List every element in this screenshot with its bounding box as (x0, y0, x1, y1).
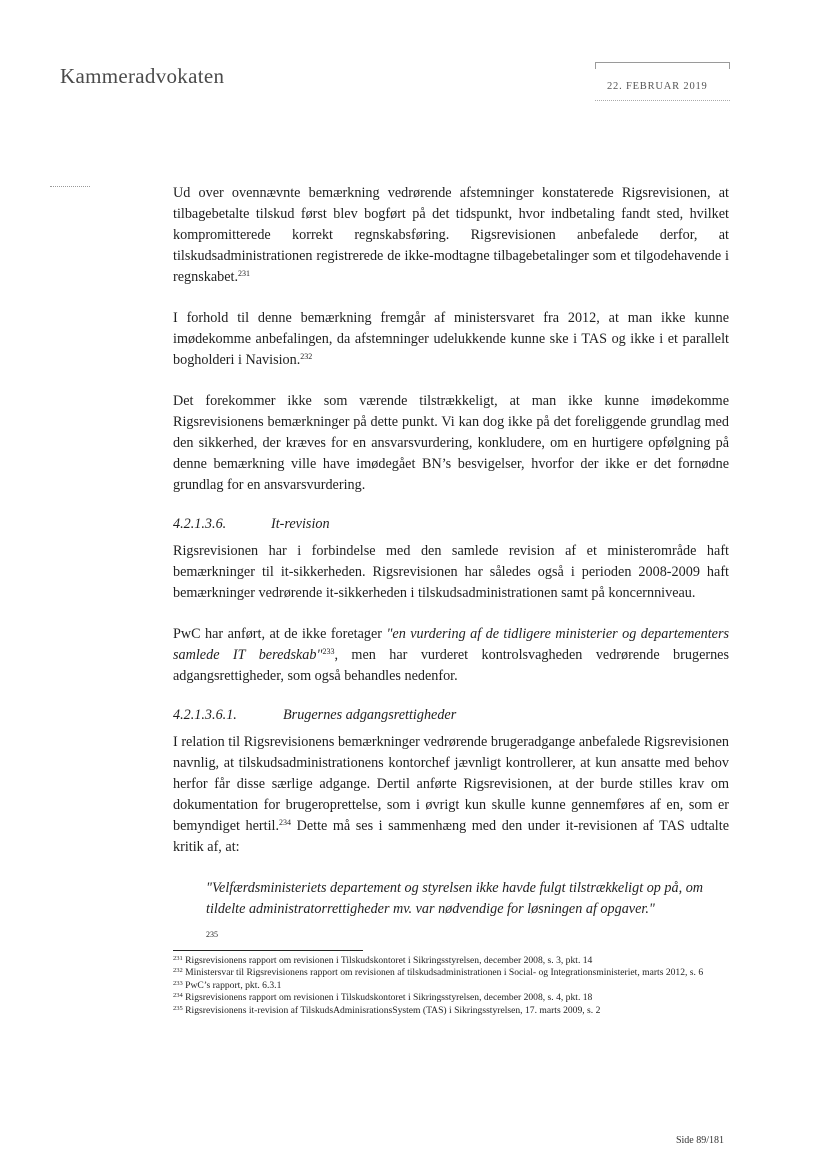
footnote-text: Rigsrevisionens rapport om revisionen i Tilskudskontoret i Sikringsstyrelsen, december 2008, s. 3, pkt. 14 (185, 955, 593, 966)
footnote-ref-233[interactable]: 233 (322, 647, 335, 656)
paragraph-2-text: I forhold til denne bemærkning fremgår af ministersvaret fra 2012, at man ikke kunne imødekomme anbefalingen, da afstemninger udelukkende kunne ske i TAS og ikke i et parallelt bogholderi i Navision. (173, 310, 729, 368)
main-text (173, 183, 729, 945)
date-dotted-rule (595, 100, 730, 101)
footnote-divider (173, 950, 363, 951)
footnote-233 (173, 980, 733, 992)
footnote-number: 233 (173, 979, 183, 987)
paragraph-5 (173, 624, 729, 687)
page-number: Side 89/181 (675, 1135, 724, 1146)
footnote-234 (173, 992, 733, 1004)
footnote-text: Rigsrevisionens it-revision af TilskudsAdminisrationsSystem (TAS) i Sikringsstyrelsen, 17. marts 2009, s. 2 (185, 1004, 601, 1016)
section-title: It-revision (271, 516, 330, 532)
brand-logo: Kammeradvokaten (60, 64, 225, 88)
margin-marker (50, 186, 90, 187)
footnote-ref-235[interactable]: 235 (206, 930, 218, 939)
pwc-quote: "en vurdering af de tidligere ministerier og departementers samlede IT beredskab" (173, 626, 729, 663)
footnote-ref-231[interactable]: 231 (238, 269, 251, 278)
paragraph-6-text-b: Dette må ses i sammenhæng med den under it-revisionen af TAS udtalte kritik af, at: (173, 818, 729, 855)
footnote-text: Rigsrevisionens rapport om revisionen i Tilskudskontoret i Sikringsstyrelsen, december 2008, s. 4, pkt. 18 (185, 992, 593, 1004)
paragraph-4: Rigsrevisionen har i forbindelse med den samlede revision af et ministerområde haft bemærkninger til it-sikkerheden. Rigsrevisionen har således også i perioden 2008-2009 haft bemærkninger vedrørende it-sikkerheden i tilskudsadministrationen samt på koncernniveau. (173, 543, 729, 601)
document-date: 22. FEBRUAR 2019 (607, 81, 708, 92)
paragraph-6-text-a: I relation til Rigsrevisionens bemærkninger vedrørende brugeradgange anbefalede Rigsrevisionen navnlig, at tilskudsadministrationens kontorchef jævnligt kontrollerer, at kun ansatte med behov herfor får disse særlige adgange. Dertil anførte Rigsrevisionen, at der burde stilles krav om dokumentation for brugeroprettelse, som i øvrigt kun skulle kunne gennemføres af en, som er bemyndiget hertil. (173, 734, 729, 834)
paragraph-6 (173, 732, 729, 858)
footnote-text: PwC’s rapport, pkt. 6.3.1 (185, 979, 282, 991)
paragraph-5-text-b: , men har vurderet kontrolsvagheden vedrørende brugernes adgangsrettigheder, som også behandles nedenfor. (173, 647, 729, 684)
footnote-ref-234[interactable]: 234 (279, 818, 292, 827)
footnotes (173, 955, 733, 1017)
paragraph-1-text: Ud over ovennævnte bemærkning vedrørende afstemninger konstaterede Rigsrevisionen, at tilbagebetalte tilskud først blev bogført på det tidspunkt, hvor indbetaling fandt sted, hvilket kompromitterede korrekt regnskabsføring. Rigsrevisionen anbefalede derfor, at tilskudsadministrationen registrerede de ikke-modtagne tilbagebetalinger som et tilgodehavende i regnskabet. (173, 185, 729, 285)
paragraph-3: Det forekommer ikke som værende tilstrækkeligt, at man ikke kunne imødekomme Rigsrevisionens bemærkninger på dette punkt. Vi kan dog ikke på det foreliggende grundlag med den sikkerhed, der kræves for en ansvarsvurdering, konkludere, om en hurtigere opfølgning på denne bemærkning ville have imødegået BN’s besvigelser, hvorfor der ikke er det fornødne grundlag for en ansvarsvurdering. (173, 393, 729, 493)
paragraph-1 (173, 183, 729, 288)
date-box-rule (595, 62, 730, 69)
footnote-231 (173, 955, 733, 967)
footnote-number: 231 (173, 955, 183, 962)
footnote-235 (173, 1005, 733, 1017)
section-number: 4.2.1.3.6. (173, 516, 227, 532)
section-heading-adgangsrettigheder (173, 705, 729, 726)
date-box (595, 62, 730, 101)
subsection-title: Brugernes adgangsrettigheder (283, 707, 457, 723)
paragraph-2 (173, 308, 729, 371)
section-heading-it-revision (173, 514, 729, 535)
footnote-ref-232[interactable]: 232 (300, 352, 313, 361)
footnote-text: Ministersvar til Rigsrevisionens rapport om revisionen af tilskudsadministrationen i Social- og Integrationsministeriet, marts 2012, s. 6 (185, 967, 704, 979)
footnote-number: 232 (173, 967, 183, 975)
footnote-number: 235 (173, 1004, 183, 1012)
footnote-232 (173, 967, 733, 979)
footnote-number: 234 (173, 992, 183, 1000)
block-quote: "Velfærdsministeriets departement og styrelsen ikke havde fulgt tilstrækkeligt op på, om tildelte administratorrettigheder mv. var nødvendige for løsningen af opgaver." (206, 880, 704, 917)
subsection-number: 4.2.1.3.6.1. (173, 707, 237, 723)
paragraph-5-text-a: PwC har anført, at de ikke foretager (173, 626, 387, 642)
